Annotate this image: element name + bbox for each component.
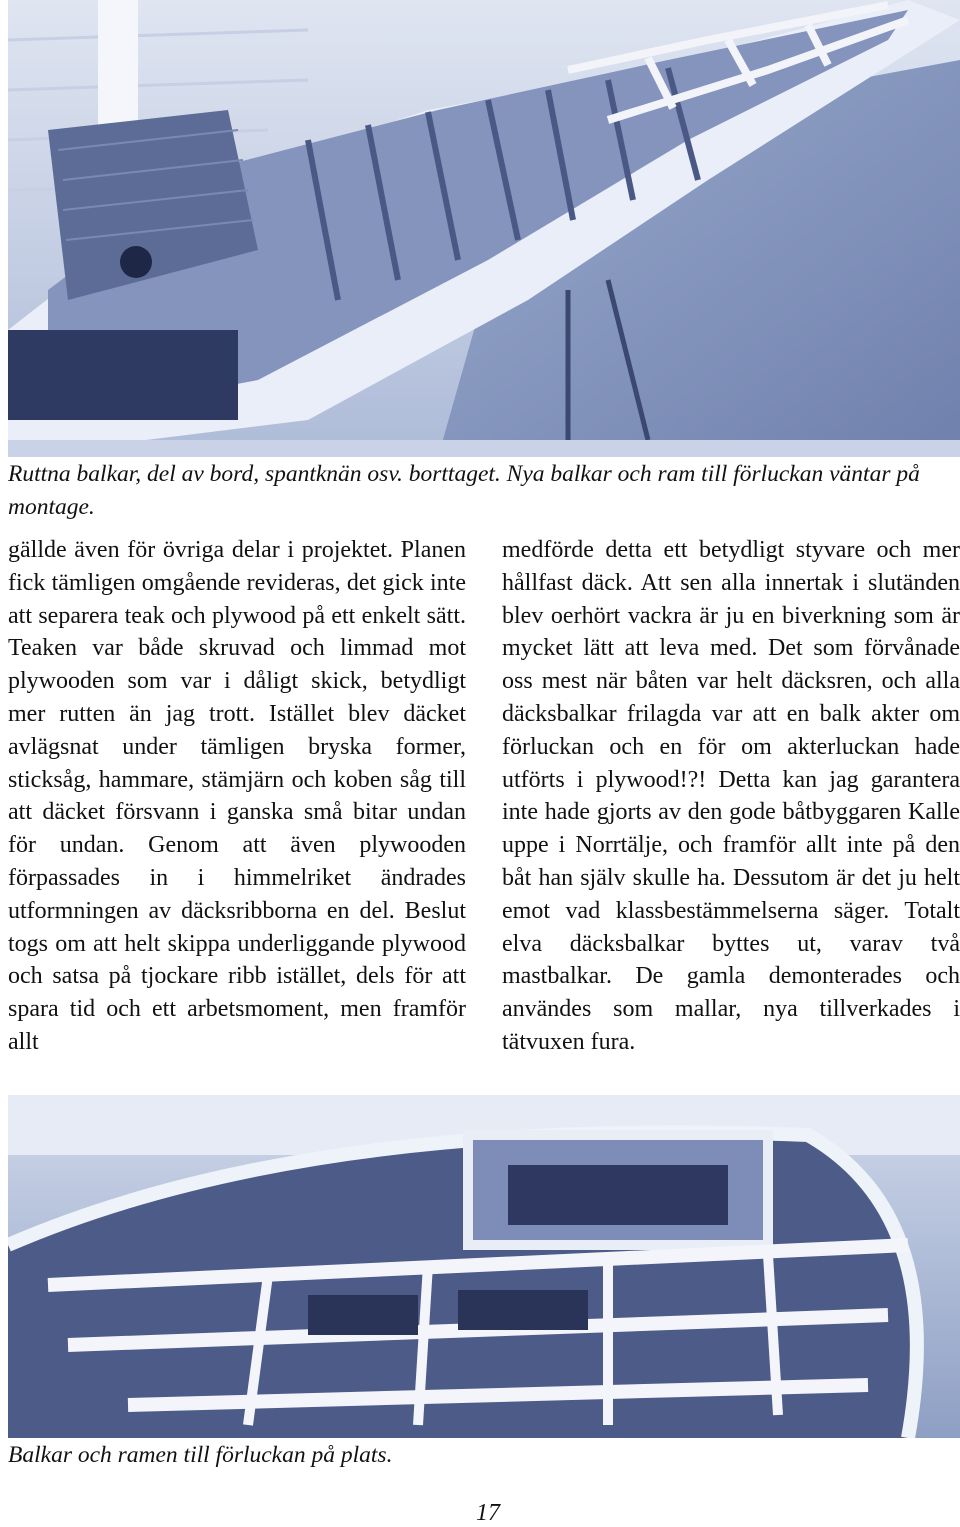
photo-beams-installed <box>8 1095 960 1438</box>
photo-boat-deck-removed <box>8 0 960 457</box>
boat-photo-top <box>8 0 960 457</box>
boat-photo-bottom <box>8 1095 960 1438</box>
text-column-right <box>502 534 960 1059</box>
page-number: 17 <box>476 1500 500 1526</box>
body-text-right: medförde detta ett betydligt styvare och mer hållfast däck. Att sen alla innertak i slutänden blev oerhört vackra är ju en biverkning som är mycket lätt att leva med. Det som förvånade oss mest när båten var helt däcksren, och alla däcksbalkar frilagda var att en balk akter om förluckan och en för om akterluckan hade utförts i plywood!?! Detta kan jag garantera inte hade gjorts av den gode båtbyggaren Kalle uppe i Norrtälje, och framför allt inte på den båt han själv skulle ha. Dessutom är det ju helt emot vad klassbestämmelserna säger. Totalt elva däcksbalkar byttes ut, varav två mastbalkar. De gamla demonterades och användes som mallar, nya tillverkades i tätvuxen fura. <box>502 537 960 1055</box>
photo-caption-bottom: Balkar och ramen till förluckan på plats. <box>8 1442 393 1468</box>
body-text-left: gällde även för övriga delar i projektet. Planen fick tämligen omgående revideras, det gick inte att separera teak och plywood på ett enkelt sätt. Teaken var både skruvad och limmad mot plywooden som var i dåligt skick, betydligt mer rutten än jag trott. Istället blev däcket avlägsnat under tämligen bryska former, sticksåg, hammare, stämjärn och koben såg till att däcket försvann i ganska små bitar undan för undan. Genom att även plywooden förpassades in i himmelriket ändrades utformningen av däcksribborna en del. Beslut togs om att helt skippa underliggande plywood och satsa på tjockare ribb istället, dels för att spara tid och ett arbetsmoment, men framför allt <box>8 537 466 1055</box>
photo-caption-top: Ruttna balkar, del av bord, spantknän osv. borttaget. Nya balkar och ram till förluckan väntar på montage. <box>8 461 920 520</box>
text-column-left <box>8 534 466 1059</box>
